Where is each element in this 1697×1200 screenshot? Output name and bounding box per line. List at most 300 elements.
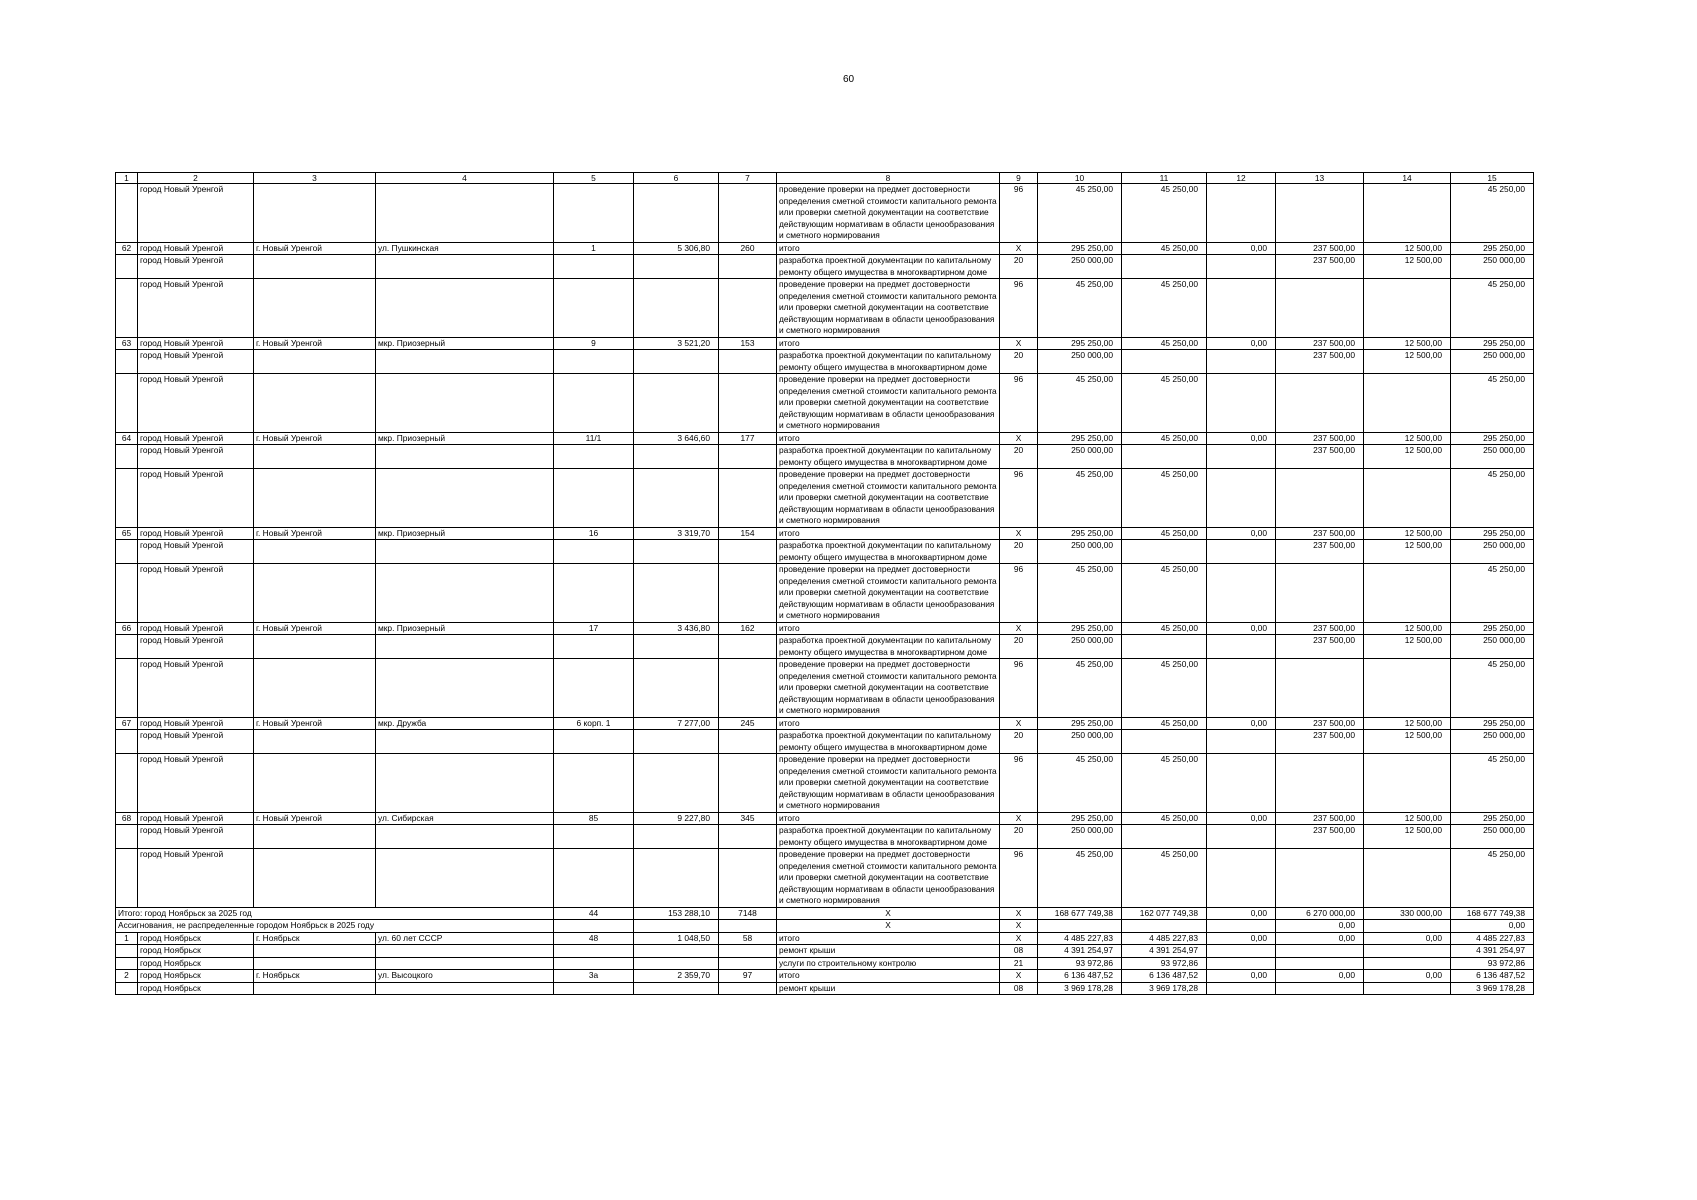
local-budget: 0,00 [1207, 907, 1276, 920]
work-code: 96 [1000, 184, 1038, 243]
owner-funds [1276, 659, 1364, 718]
owner-funds [1276, 754, 1364, 813]
owner-funds [1276, 279, 1364, 338]
owner-funds: 237 500,00 [1276, 825, 1364, 849]
locality [254, 754, 376, 813]
locality [254, 659, 376, 718]
table-row [116, 350, 1534, 374]
total-area [634, 659, 719, 718]
total-amount: 295 250,00 [1451, 527, 1534, 540]
residents [719, 982, 777, 995]
total-amount: 250 000,00 [1451, 730, 1534, 754]
total-cost: 45 250,00 [1038, 849, 1122, 908]
table-row [116, 469, 1534, 528]
municipality: город Ноябрьск [138, 957, 254, 970]
other-funds: 0,00 [1364, 970, 1451, 983]
house-number [554, 279, 634, 338]
residents: 153 [719, 337, 777, 350]
street: мкр. Приозерный [376, 432, 554, 445]
work-code: X [1000, 717, 1038, 730]
table-row [116, 659, 1534, 718]
work-code: 20 [1000, 445, 1038, 469]
municipality: город Новый Уренгой [138, 622, 254, 635]
total-area [634, 374, 719, 433]
locality: г. Новый Уренгой [254, 527, 376, 540]
street: ул. Пушкинская [376, 242, 554, 255]
total-amount: 93 972,86 [1451, 957, 1534, 970]
total-cost: 4 391 254,97 [1038, 945, 1122, 958]
regional-fund: 45 250,00 [1122, 469, 1207, 528]
total-amount: 45 250,00 [1451, 184, 1534, 243]
total-row [116, 920, 1534, 933]
total-cost: 45 250,00 [1038, 754, 1122, 813]
total-amount: 250 000,00 [1451, 255, 1534, 279]
total-area: 3 319,70 [634, 527, 719, 540]
total-area: 153 288,10 [634, 907, 719, 920]
row-number: 63 [116, 337, 138, 350]
locality: г. Новый Уренгой [254, 622, 376, 635]
work-code: X [1000, 907, 1038, 920]
table-row [116, 635, 1534, 659]
total-amount: 45 250,00 [1451, 469, 1534, 528]
table-row [116, 622, 1534, 635]
work-code: X [1000, 622, 1038, 635]
work-type: проведение проверки на предмет достоверности определения сметной стоимости капитального ремонта или проверки сметной документации на соответствие действующим нормативам в области ценообразования и сметного нормирования [777, 279, 1000, 338]
house-number: 6 корп. 1 [554, 717, 634, 730]
work-type: проведение проверки на предмет достоверности определения сметной стоимости капитального ремонта или проверки сметной документации на соответствие действующим нормативам в области ценообразования и сметного нормирования [777, 564, 1000, 623]
house-number [554, 754, 634, 813]
total-area [634, 184, 719, 243]
residents [719, 374, 777, 433]
total-cost: 295 250,00 [1038, 717, 1122, 730]
total-label: Итого: город Ноябрьск за 2025 год [116, 907, 554, 920]
column-number: 8 [777, 173, 1000, 184]
residents: 162 [719, 622, 777, 635]
work-code: 20 [1000, 825, 1038, 849]
street [376, 350, 554, 374]
locality: г. Ноябрьск [254, 970, 376, 983]
locality: г. Новый Уренгой [254, 812, 376, 825]
other-funds [1364, 982, 1451, 995]
total-area: 2 359,70 [634, 970, 719, 983]
street [376, 374, 554, 433]
table-row [116, 564, 1534, 623]
municipality: город Новый Уренгой [138, 825, 254, 849]
row-number [116, 469, 138, 528]
residents: 260 [719, 242, 777, 255]
owner-funds [1276, 469, 1364, 528]
other-funds [1364, 945, 1451, 958]
total-amount: 4 391 254,97 [1451, 945, 1534, 958]
page-number: 60 [842, 74, 855, 85]
local-budget [1207, 730, 1276, 754]
work-code: 96 [1000, 659, 1038, 718]
owner-funds [1276, 564, 1364, 623]
locality [254, 279, 376, 338]
work-code: 08 [1000, 982, 1038, 995]
local-budget: 0,00 [1207, 337, 1276, 350]
other-funds: 12 500,00 [1364, 242, 1451, 255]
total-area: 3 436,80 [634, 622, 719, 635]
total-row [116, 907, 1534, 920]
owner-funds: 237 500,00 [1276, 432, 1364, 445]
total-cost: 45 250,00 [1038, 564, 1122, 623]
total-amount: 295 250,00 [1451, 622, 1534, 635]
total-cost: 45 250,00 [1038, 279, 1122, 338]
work-type: итого [777, 970, 1000, 983]
owner-funds: 237 500,00 [1276, 717, 1364, 730]
regional-fund: 45 250,00 [1122, 659, 1207, 718]
locality [254, 825, 376, 849]
local-budget [1207, 350, 1276, 374]
regional-fund: 4 391 254,97 [1122, 945, 1207, 958]
other-funds [1364, 564, 1451, 623]
row-number: 62 [116, 242, 138, 255]
house-number [554, 564, 634, 623]
total-area [634, 255, 719, 279]
municipality: город Новый Уренгой [138, 812, 254, 825]
total-amount: 168 677 749,38 [1451, 907, 1534, 920]
regional-fund: 45 250,00 [1122, 812, 1207, 825]
regional-fund: 45 250,00 [1122, 754, 1207, 813]
work-type: разработка проектной документации по капитальному ремонту общего имущества в многоквартирном доме [777, 540, 1000, 564]
street: ул. Высоцкого [376, 970, 554, 983]
total-cost: 45 250,00 [1038, 659, 1122, 718]
owner-funds: 237 500,00 [1276, 255, 1364, 279]
street [376, 849, 554, 908]
work-code: 96 [1000, 849, 1038, 908]
other-funds: 12 500,00 [1364, 337, 1451, 350]
work-type: проведение проверки на предмет достоверности определения сметной стоимости капитального ремонта или проверки сметной документации на соответствие действующим нормативам в области ценообразования и сметного нормирования [777, 659, 1000, 718]
regional-fund [1122, 445, 1207, 469]
locality [254, 540, 376, 564]
residents [719, 445, 777, 469]
house-number: 3а [554, 970, 634, 983]
local-budget: 0,00 [1207, 432, 1276, 445]
column-number: 1 [116, 173, 138, 184]
house-number [554, 957, 634, 970]
local-budget [1207, 920, 1276, 933]
local-budget [1207, 982, 1276, 995]
row-number [116, 825, 138, 849]
owner-funds [1276, 957, 1364, 970]
total-amount: 295 250,00 [1451, 432, 1534, 445]
total-area [634, 445, 719, 469]
total-cost: 295 250,00 [1038, 432, 1122, 445]
regional-fund [1122, 825, 1207, 849]
row-number: 64 [116, 432, 138, 445]
local-budget: 0,00 [1207, 717, 1276, 730]
house-number [554, 920, 634, 933]
local-budget [1207, 635, 1276, 659]
residents [719, 350, 777, 374]
municipality: город Новый Уренгой [138, 445, 254, 469]
regional-fund: 3 969 178,28 [1122, 982, 1207, 995]
total-label: Ассигнования, не распределенные городом Ноябрьск в 2025 году [116, 920, 554, 933]
regional-fund: 6 136 487,52 [1122, 970, 1207, 983]
regional-fund [1122, 920, 1207, 933]
owner-funds: 237 500,00 [1276, 635, 1364, 659]
municipality: город Ноябрьск [138, 932, 254, 945]
house-number [554, 730, 634, 754]
total-cost: 295 250,00 [1038, 622, 1122, 635]
residents [719, 635, 777, 659]
owner-funds: 237 500,00 [1276, 527, 1364, 540]
street: мкр. Дружба [376, 717, 554, 730]
street: мкр. Приозерный [376, 337, 554, 350]
table-row [116, 374, 1534, 433]
other-funds: 12 500,00 [1364, 730, 1451, 754]
street [376, 945, 554, 958]
house-number [554, 982, 634, 995]
work-code: 96 [1000, 564, 1038, 623]
house-number: 16 [554, 527, 634, 540]
locality [254, 445, 376, 469]
local-budget: 0,00 [1207, 812, 1276, 825]
regional-fund: 45 250,00 [1122, 337, 1207, 350]
regional-fund [1122, 255, 1207, 279]
regional-fund [1122, 540, 1207, 564]
street [376, 445, 554, 469]
total-amount: 295 250,00 [1451, 717, 1534, 730]
total-area: 9 227,80 [634, 812, 719, 825]
owner-funds: 237 500,00 [1276, 730, 1364, 754]
owner-funds: 237 500,00 [1276, 337, 1364, 350]
total-area [634, 754, 719, 813]
column-number: 9 [1000, 173, 1038, 184]
residents [719, 279, 777, 338]
house-number: 48 [554, 932, 634, 945]
total-area [634, 350, 719, 374]
street [376, 754, 554, 813]
street [376, 982, 554, 995]
locality [254, 564, 376, 623]
column-number: 3 [254, 173, 376, 184]
total-area [634, 540, 719, 564]
local-budget [1207, 754, 1276, 813]
total-cost: 93 972,86 [1038, 957, 1122, 970]
municipality: город Ноябрьск [138, 970, 254, 983]
work-type: проведение проверки на предмет достоверности определения сметной стоимости капитального ремонта или проверки сметной документации на соответствие действующим нормативам в области ценообразования и сметного нормирования [777, 469, 1000, 528]
regional-fund: 45 250,00 [1122, 432, 1207, 445]
locality [254, 350, 376, 374]
municipality: город Новый Уренгой [138, 337, 254, 350]
municipality: город Новый Уренгой [138, 279, 254, 338]
street [376, 730, 554, 754]
local-budget [1207, 564, 1276, 623]
work-type: итого [777, 242, 1000, 255]
municipality: город Новый Уренгой [138, 754, 254, 813]
other-funds: 12 500,00 [1364, 540, 1451, 564]
residents [719, 540, 777, 564]
locality: г. Новый Уренгой [254, 432, 376, 445]
street [376, 825, 554, 849]
owner-funds: 237 500,00 [1276, 350, 1364, 374]
house-number [554, 255, 634, 279]
total-area [634, 279, 719, 338]
work-type: итого [777, 432, 1000, 445]
municipality: город Новый Уренгой [138, 527, 254, 540]
owner-funds: 6 270 000,00 [1276, 907, 1364, 920]
work-code: 20 [1000, 730, 1038, 754]
column-number: 15 [1451, 173, 1534, 184]
work-type: разработка проектной документации по капитальному ремонту общего имущества в многоквартирном доме [777, 730, 1000, 754]
residents [719, 469, 777, 528]
total-area: 5 306,80 [634, 242, 719, 255]
street [376, 635, 554, 659]
column-number: 5 [554, 173, 634, 184]
row-number [116, 374, 138, 433]
row-number: 67 [116, 717, 138, 730]
total-cost: 250 000,00 [1038, 445, 1122, 469]
total-cost: 295 250,00 [1038, 337, 1122, 350]
residents [719, 255, 777, 279]
other-funds [1364, 659, 1451, 718]
table-row [116, 184, 1534, 243]
work-type: итого [777, 717, 1000, 730]
residents [719, 754, 777, 813]
row-number [116, 184, 138, 243]
total-area [634, 957, 719, 970]
work-type: разработка проектной документации по капитальному ремонту общего имущества в многоквартирном доме [777, 825, 1000, 849]
owner-funds: 0,00 [1276, 932, 1364, 945]
residents [719, 945, 777, 958]
column-number: 11 [1122, 173, 1207, 184]
total-area [634, 635, 719, 659]
street [376, 469, 554, 528]
total-area: 1 048,50 [634, 932, 719, 945]
other-funds: 12 500,00 [1364, 527, 1451, 540]
row-number [116, 350, 138, 374]
row-number [116, 255, 138, 279]
table-row [116, 337, 1534, 350]
local-budget [1207, 957, 1276, 970]
table-row [116, 255, 1534, 279]
house-number [554, 540, 634, 564]
municipality: город Новый Уренгой [138, 564, 254, 623]
other-funds: 12 500,00 [1364, 255, 1451, 279]
total-amount: 250 000,00 [1451, 825, 1534, 849]
regional-fund: 162 077 749,38 [1122, 907, 1207, 920]
other-funds [1364, 374, 1451, 433]
local-budget [1207, 849, 1276, 908]
total-amount: 295 250,00 [1451, 812, 1534, 825]
residents: 245 [719, 717, 777, 730]
residents [719, 849, 777, 908]
column-number: 14 [1364, 173, 1451, 184]
local-budget: 0,00 [1207, 970, 1276, 983]
column-number: 10 [1038, 173, 1122, 184]
total-amount: 250 000,00 [1451, 540, 1534, 564]
regional-fund: 45 250,00 [1122, 242, 1207, 255]
locality [254, 635, 376, 659]
total-cost: 250 000,00 [1038, 730, 1122, 754]
total-area [634, 564, 719, 623]
work-code: X [1000, 812, 1038, 825]
table-row [116, 540, 1534, 564]
total-cost: 250 000,00 [1038, 825, 1122, 849]
other-funds [1364, 957, 1451, 970]
municipality: город Новый Уренгой [138, 374, 254, 433]
locality [254, 374, 376, 433]
street [376, 279, 554, 338]
municipality: город Новый Уренгой [138, 849, 254, 908]
total-amount: 45 250,00 [1451, 659, 1534, 718]
street [376, 540, 554, 564]
row-number [116, 957, 138, 970]
table-row [116, 825, 1534, 849]
row-number [116, 635, 138, 659]
total-amount: 250 000,00 [1451, 350, 1534, 374]
other-funds [1364, 849, 1451, 908]
work-code: X [1000, 527, 1038, 540]
total-amount: 45 250,00 [1451, 564, 1534, 623]
table-row [116, 432, 1534, 445]
total-amount: 0,00 [1451, 920, 1534, 933]
row-number [116, 279, 138, 338]
work-type: X [777, 920, 1000, 933]
table-row [116, 754, 1534, 813]
work-code: 96 [1000, 469, 1038, 528]
owner-funds [1276, 374, 1364, 433]
row-number: 1 [116, 932, 138, 945]
locality: г. Ноябрьск [254, 932, 376, 945]
work-type: итого [777, 622, 1000, 635]
house-number [554, 659, 634, 718]
residents: 177 [719, 432, 777, 445]
house-number [554, 849, 634, 908]
column-number: 7 [719, 173, 777, 184]
work-type: проведение проверки на предмет достоверности определения сметной стоимости капитального ремонта или проверки сметной документации на соответствие действующим нормативам в области ценообразования и сметного нормирования [777, 754, 1000, 813]
municipality: город Новый Уренгой [138, 184, 254, 243]
street: ул. 60 лет СССР [376, 932, 554, 945]
street: мкр. Приозерный [376, 622, 554, 635]
local-budget: 0,00 [1207, 932, 1276, 945]
locality [254, 730, 376, 754]
total-amount: 3 969 178,28 [1451, 982, 1534, 995]
work-type: проведение проверки на предмет достоверности определения сметной стоимости капитального ремонта или проверки сметной документации на соответствие действующим нормативам в области ценообразования и сметного нормирования [777, 184, 1000, 243]
work-type: разработка проектной документации по капитальному ремонту общего имущества в многоквартирном доме [777, 350, 1000, 374]
street [376, 659, 554, 718]
budget-table [115, 172, 1534, 995]
locality [254, 945, 376, 958]
table-row [116, 849, 1534, 908]
house-number: 1 [554, 242, 634, 255]
house-number [554, 445, 634, 469]
regional-fund: 45 250,00 [1122, 622, 1207, 635]
total-area [634, 945, 719, 958]
street [376, 957, 554, 970]
local-budget [1207, 374, 1276, 433]
total-cost: 250 000,00 [1038, 635, 1122, 659]
column-number-header [116, 173, 1534, 184]
table-row [116, 527, 1534, 540]
work-code: 20 [1000, 255, 1038, 279]
total-cost: 45 250,00 [1038, 469, 1122, 528]
locality [254, 184, 376, 243]
work-type: итого [777, 812, 1000, 825]
row-number: 65 [116, 527, 138, 540]
owner-funds: 0,00 [1276, 970, 1364, 983]
house-number: 9 [554, 337, 634, 350]
total-amount: 295 250,00 [1451, 242, 1534, 255]
work-type: услуги по строительному контролю [777, 957, 1000, 970]
work-type: проведение проверки на предмет достоверности определения сметной стоимости капитального ремонта или проверки сметной документации на соответствие действующим нормативам в области ценообразования и сметного нормирования [777, 374, 1000, 433]
total-amount: 4 485 227,83 [1451, 932, 1534, 945]
total-cost: 295 250,00 [1038, 812, 1122, 825]
column-number: 12 [1207, 173, 1276, 184]
regional-fund: 45 250,00 [1122, 279, 1207, 338]
